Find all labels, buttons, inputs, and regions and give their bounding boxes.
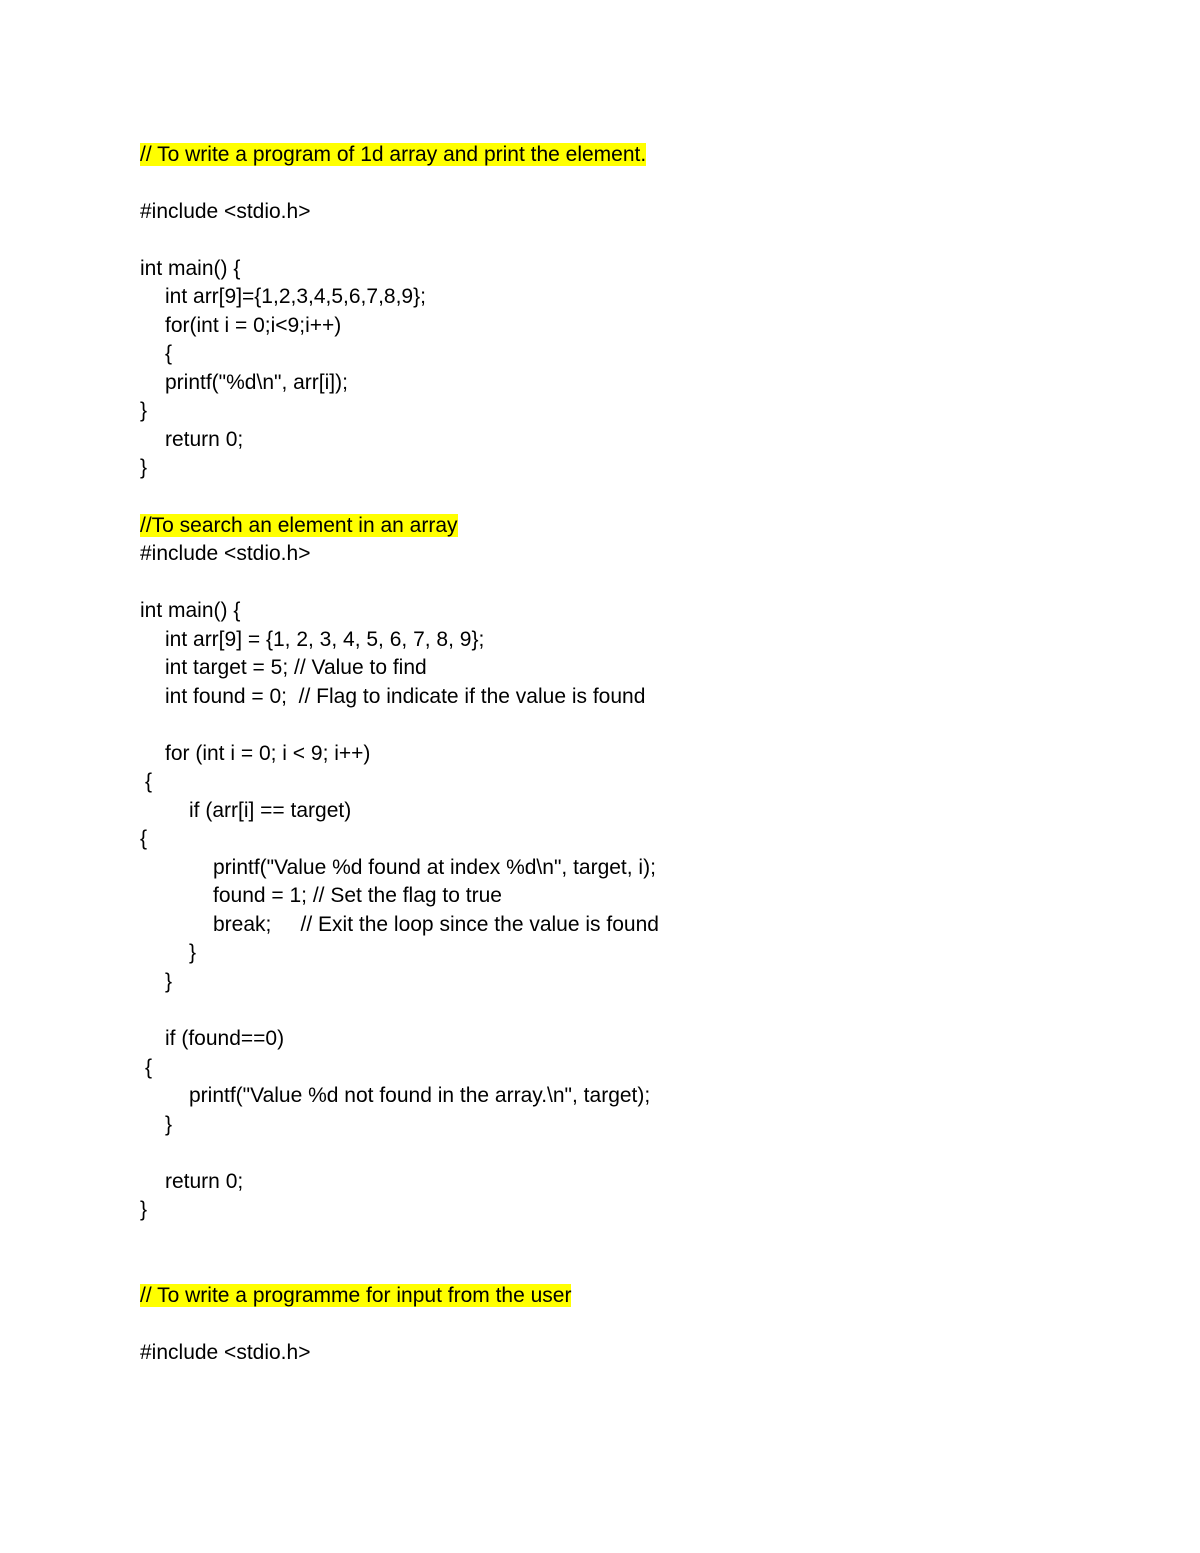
code-line: printf("Value %d found at index %d\n", target, i); (213, 856, 656, 879)
code-line: if (found==0) (165, 1027, 285, 1050)
section3-include: #include <stdio.h> (140, 1341, 311, 1364)
section1-include: #include <stdio.h> (140, 200, 311, 223)
code-line: } (165, 970, 173, 993)
code-line: int arr[9]={1,2,3,4,5,6,7,8,9}; (165, 285, 426, 308)
code-line: if (arr[i] == target) (189, 799, 352, 822)
code-line: break; // Exit the loop since the value is found (213, 913, 659, 936)
section2-comment-text: //To search an element in an array (140, 514, 458, 537)
code-line: for (int i = 0; i < 9; i++) (165, 742, 371, 765)
code-line: return 0; (165, 428, 244, 451)
code-line: int main() { (140, 257, 241, 280)
code-line: } (140, 456, 148, 479)
code-line: int arr[9] = {1, 2, 3, 4, 5, 6, 7, 8, 9}; (165, 628, 485, 651)
section1-comment (140, 141, 646, 168)
code-line: } (165, 1113, 173, 1136)
code-line: printf("%d\n", arr[i]); (165, 371, 348, 394)
code-line: int main() { (140, 599, 241, 622)
section3-comment-text: // To write a programme for input from the user (140, 1284, 572, 1307)
code-line: } (140, 1198, 148, 1221)
code-line: { (140, 827, 148, 850)
section3-comment (140, 1282, 571, 1309)
code-line: } (140, 399, 148, 422)
code-line: { (165, 342, 173, 365)
section2-include: #include <stdio.h> (140, 542, 311, 565)
code-line: } (189, 941, 197, 964)
code-line: return 0; (165, 1170, 244, 1193)
code-line: int found = 0; // Flag to indicate if the value is found (165, 685, 646, 708)
code-line: for(int i = 0;i<9;i++) (165, 314, 342, 337)
code-line: { (145, 770, 153, 793)
section1-comment-text: // To write a program of 1d array and print the element. (140, 143, 647, 166)
section2-comment (140, 512, 458, 539)
code-line: int target = 5; // Value to find (165, 656, 427, 679)
code-line: found = 1; // Set the flag to true (213, 884, 502, 907)
code-line: printf("Value %d not found in the array.\n", target); (189, 1084, 651, 1107)
code-line: { (145, 1056, 153, 1079)
